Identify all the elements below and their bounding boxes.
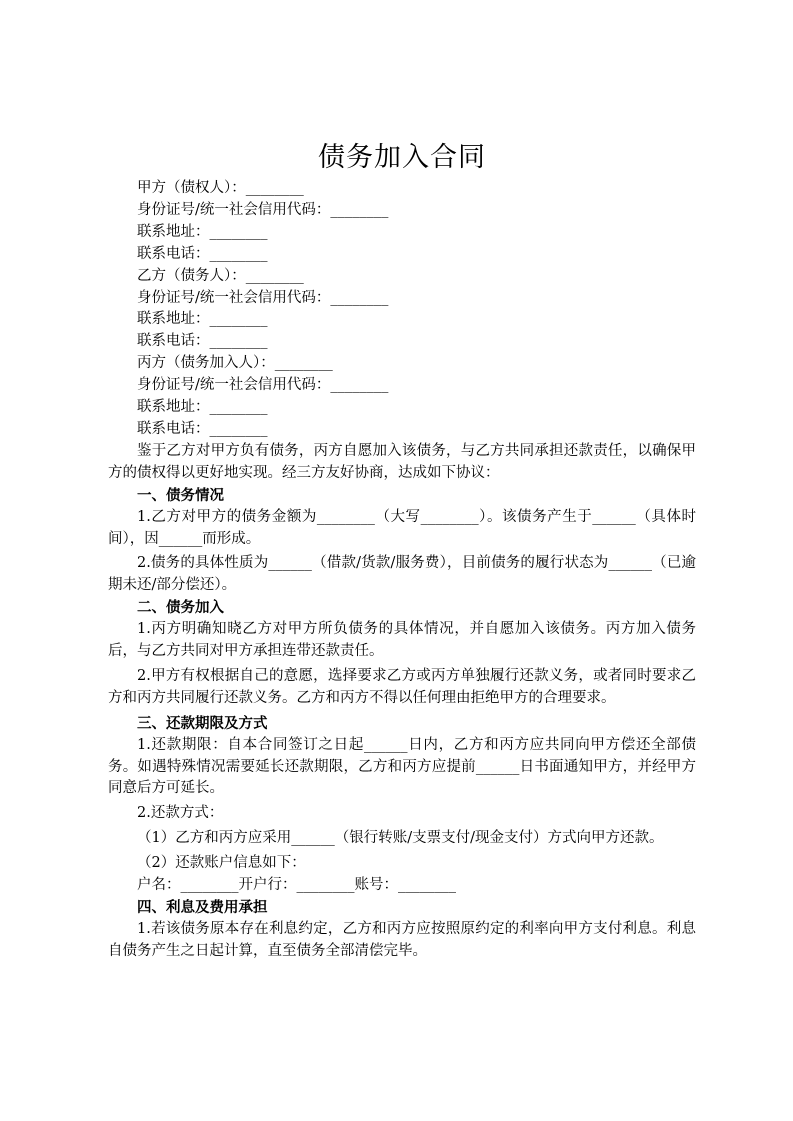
party-b-phone-line: 联系电话：________ <box>137 333 268 350</box>
preamble-paragraph: 鉴于乙方对甲方负有债务，丙方自愿加入该债务，与乙方共同承担还款责任，以确保甲方的债权得以更好地实现。经三方友好协商，达成如下协议： <box>108 442 696 481</box>
section-3-clause-2-item-2: （2）还款账户信息如下： <box>137 855 306 872</box>
party-a-address-line: 联系地址：________ <box>137 223 268 240</box>
section-4-heading: 四、利息及费用承担 <box>137 899 268 916</box>
party-b-line: 乙方（债务人）：________ <box>137 267 304 284</box>
party-a-line: 甲方（债权人）：________ <box>137 180 304 196</box>
section-3-clause-1: 1.还款期限：自本合同签订之日起______日内，乙方和丙方应共同向甲方偿还全部债务。如遇特殊情况需要延长还款期限，乙方和丙方应提前______日书面通知甲方，并经甲方同意后方可延长。 <box>108 736 696 797</box>
section-3-clause-2: 2.还款方式： <box>137 805 224 822</box>
party-c-line: 丙方（债务加入人）：________ <box>137 355 333 372</box>
section-3-heading: 三、还款期限及方式 <box>137 714 268 732</box>
contract-page <box>108 138 696 963</box>
party-c-address-line: 联系地址：________ <box>137 399 268 416</box>
bank-account-line: 户名：________开户行：________账号：________ <box>137 877 456 894</box>
section-3-clause-2-item-1: （1）乙方和丙方应采用______（银行转账/支票支付/现金支付）方式向甲方还款。 <box>137 830 664 847</box>
section-2-clause-2: 2.甲方有权根据自己的意愿，选择要求乙方或丙方单独履行还款义务，或者同时要求乙方和丙方共同履行还款义务。乙方和丙方不得以任何理由拒绝甲方的合理要求。 <box>108 667 696 706</box>
section-4-clause-1: 1.若该债务原本存在利息约定，乙方和丙方应按照原约定的利率向甲方支付利息。利息自债务产生之日起计算，直至债务全部清偿完毕。 <box>108 920 696 959</box>
party-a-phone-line: 联系电话：________ <box>137 245 268 262</box>
parties-block <box>108 178 696 441</box>
party-b-address-line: 联系地址：________ <box>137 311 268 328</box>
section-2-heading: 二、债务加入 <box>137 599 224 617</box>
party-a-id-line: 身份证号/统一社会信用代码：________ <box>137 201 389 218</box>
section-1-heading: 一、债务情况 <box>137 486 224 504</box>
party-c-phone-line: 联系电话：________ <box>137 420 268 437</box>
section-2-clause-1: 1.丙方明确知晓乙方对甲方所负债务的具体情况，并自愿加入该债务。丙方加入债务后，与乙方共同对甲方承担连带还款责任。 <box>108 621 696 660</box>
section-1-clause-1: 1.乙方对甲方的债务金额为________（大写________）。该债务产生于______（具体时间），因______而形成。 <box>108 508 696 547</box>
party-c-id-line: 身份证号/统一社会信用代码：________ <box>137 377 389 394</box>
contract-title: 债务加入合同 <box>318 142 486 173</box>
party-b-id-line: 身份证号/统一社会信用代码：________ <box>137 289 389 306</box>
section-1-clause-2: 2.债务的具体性质为______（借款/货款/服务费），目前债务的履行状态为______（已逾期未还/部分偿还）。 <box>108 555 696 594</box>
